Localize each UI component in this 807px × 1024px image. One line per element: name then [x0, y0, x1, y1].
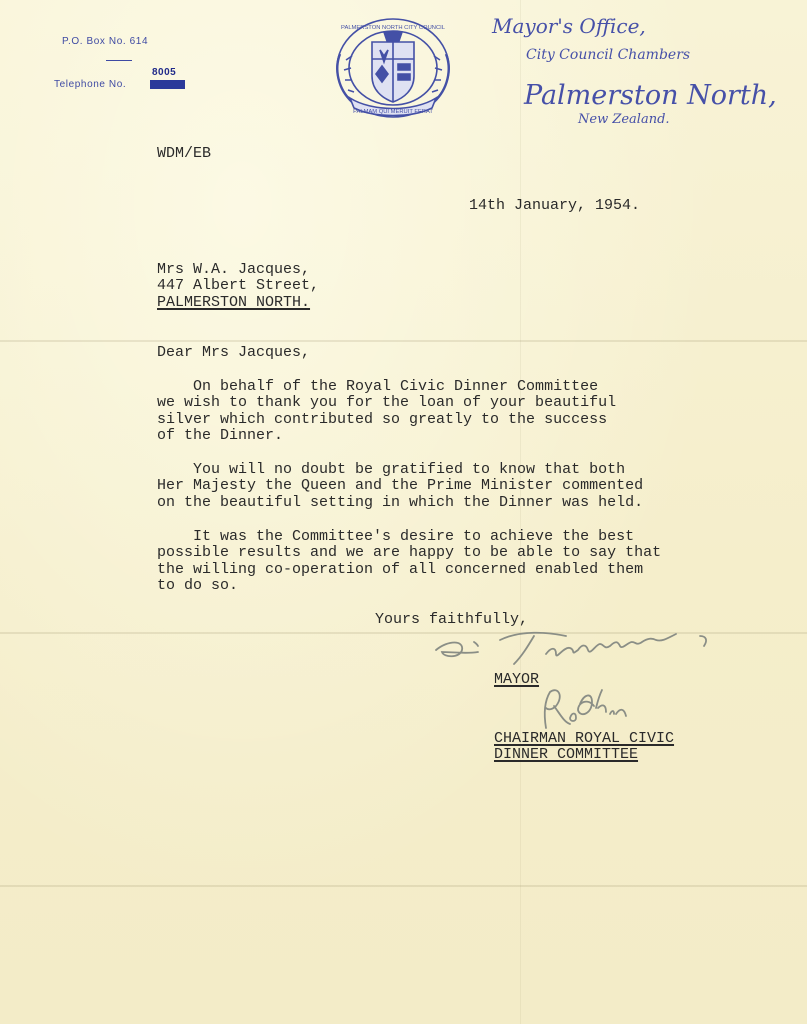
paragraph-2: You will no doubt be gratified to know that both Her Majesty the Queen and the Prime Minister commented on the beautiful setting in which the Dinner was held. [157, 461, 644, 511]
chairman-title [494, 731, 674, 764]
recipient-address [157, 262, 319, 311]
mayor-title: MAYOR [494, 671, 540, 688]
city-name: Palmerston North, [524, 80, 777, 111]
crest-motto: PALMAM QUI MERUIT FERAT [353, 109, 433, 115]
redacted-number [150, 80, 185, 89]
reference-code: WDM/EB [157, 145, 212, 162]
chairman-title-line1: CHAIRMAN ROYAL CIVIC [494, 730, 675, 747]
recipient-city: PALMERSTON NORTH. [157, 293, 311, 311]
paragraph-3: It was the Committee's desire to achieve the best possible results and we are happy to be able to say that the willing co-operation of all concerned enabled them to do so. [157, 528, 662, 595]
fold-line [0, 885, 807, 887]
telephone-label: Telephone No. [54, 79, 127, 90]
office-name: Mayor's Office, [492, 14, 646, 38]
telephone-number: 8005 [152, 67, 177, 78]
city-crest-icon [332, 14, 454, 122]
po-box: P.O. Box No. 614 [62, 36, 149, 47]
closing: Yours faithfully, [375, 611, 529, 628]
fold-line [520, 0, 521, 1024]
salutation: Dear Mrs Jacques, [157, 344, 311, 361]
chambers-name: City Council Chambers [526, 47, 691, 63]
mayor-signature [430, 622, 720, 674]
country-name: New Zealand. [578, 112, 670, 127]
chairman-signature [534, 684, 634, 734]
crest-ring-text: PALMERSTON NORTH CITY COUNCIL [341, 25, 445, 31]
letter-date: 14th January, 1954. [469, 197, 641, 214]
chairman-title-line2: DINNER COMMITTEE [494, 746, 639, 764]
fold-line [0, 340, 807, 342]
recipient-street: 447 Albert Street, [157, 277, 320, 295]
paragraph-1: On behalf of the Royal Civic Dinner Committee we wish to thank you for the loan of your beautiful silver which contributed so greatly to the success of the Dinner. [157, 378, 617, 445]
divider [106, 60, 132, 61]
recipient-name: Mrs W.A. Jacques, [157, 261, 311, 278]
